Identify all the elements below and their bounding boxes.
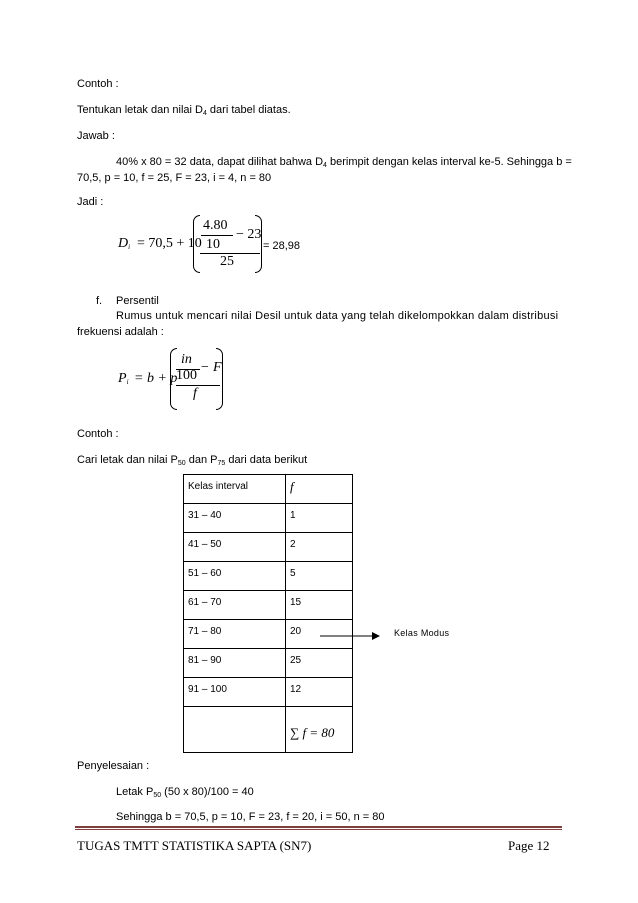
- kelas-modus-label: Kelas Modus: [394, 628, 450, 638]
- frequency-table: [183, 474, 353, 753]
- persentil-text2: frekuensi adalah :: [77, 326, 164, 338]
- formula1-inner-fraction-line: [201, 235, 233, 236]
- formula1-left-paren: [193, 215, 200, 273]
- table-row: 81 – 90 25: [184, 649, 353, 678]
- header-f: f: [286, 475, 353, 504]
- sum-empty-cell: [184, 707, 286, 753]
- formula1-rhs-start: = 70,5 + 10: [137, 236, 202, 251]
- table-row: 41 – 50 2: [184, 533, 353, 562]
- sum-cell: ∑ f = 80: [286, 707, 353, 753]
- formula1-lhs: $D_i$: [118, 236, 131, 251]
- persentil-text1: Rumus untuk mencari nilai Desil untuk data yang telah dikelompokkan dalam distribusi: [116, 310, 559, 322]
- table-row: 71 – 80 20: [184, 620, 353, 649]
- answer-line1-text: 40% x 80 = 32 data, dapat dilihat bahwa D: [116, 156, 324, 168]
- example2-heading: Contoh :: [77, 428, 119, 440]
- table-sum-row: [184, 707, 353, 753]
- formula2-hundred: 100: [176, 368, 197, 383]
- formula1-right-paren: [255, 215, 262, 273]
- answer-line1-sub: 4: [323, 162, 327, 169]
- jadi-label: Jadi :: [77, 196, 104, 208]
- answer-line1-end: berimpit dengan kelas interval ke-5. Sehingga b =: [326, 156, 572, 168]
- answer-heading: Jawab :: [77, 130, 115, 142]
- footer-page-number: Page 12: [508, 838, 550, 853]
- formula2-in: in: [181, 352, 192, 367]
- formula2-rhs-start: = b + p: [134, 371, 178, 386]
- example1-question: [77, 104, 291, 120]
- table-row: 91 – 100 12: [184, 678, 353, 707]
- table-header-row: [184, 475, 353, 504]
- example1-heading: Contoh :: [77, 78, 119, 90]
- footer-rule-thin: [75, 829, 562, 830]
- formula2-right-paren: [216, 348, 223, 410]
- persentil-label: f.: [96, 295, 103, 307]
- formula1-numerator: 4.80: [203, 218, 228, 233]
- formula1-ten: 10: [206, 237, 220, 252]
- question-end: dari tabel diatas.: [206, 104, 291, 116]
- formula2-f: f: [193, 386, 197, 401]
- header-kelas: Kelas interval: [184, 475, 286, 504]
- answer-line1: [116, 156, 572, 172]
- solution-heading: Penyelesaian :: [77, 760, 150, 772]
- footer-rule: [75, 826, 562, 828]
- formula2-lhs: $P_i$: [118, 371, 129, 386]
- arrow-icon: [320, 630, 380, 642]
- table-row: 61 – 70 15: [184, 591, 353, 620]
- persentil-title: Persentil: [116, 295, 159, 307]
- formula1-minus-term: − 23: [236, 227, 262, 242]
- table-row: 31 – 40 1: [184, 504, 353, 533]
- footer-title: TUGAS TMTT STATISTIKA SAPTA (SN7): [77, 838, 312, 853]
- solution-line2: Sehingga b = 70,5, p = 10, F = 23, f = 20, i = 50, n = 80: [116, 811, 385, 823]
- example2-question: Cari letak dan nilai $P_{50}$ dan $P_{75}$ dari data berikut: [77, 454, 308, 467]
- solution-line1: Letak $P_{50}$ (50 x 80)/100 = 40: [116, 786, 254, 799]
- question-text: Tentukan letak dan nilai D: [77, 104, 203, 116]
- answer-line2: 70,5, p = 10, f = 25, F = 23, i = 4, n = 80: [77, 172, 272, 184]
- question-sub: 4: [202, 110, 207, 117]
- formula1-denominator: 25: [220, 254, 234, 269]
- formula2-minus-F: − F: [200, 360, 222, 375]
- formula1-result: = 28,98: [263, 240, 301, 252]
- table-row: 51 – 60 5: [184, 562, 353, 591]
- formula2-main-fraction-line: [176, 385, 220, 386]
